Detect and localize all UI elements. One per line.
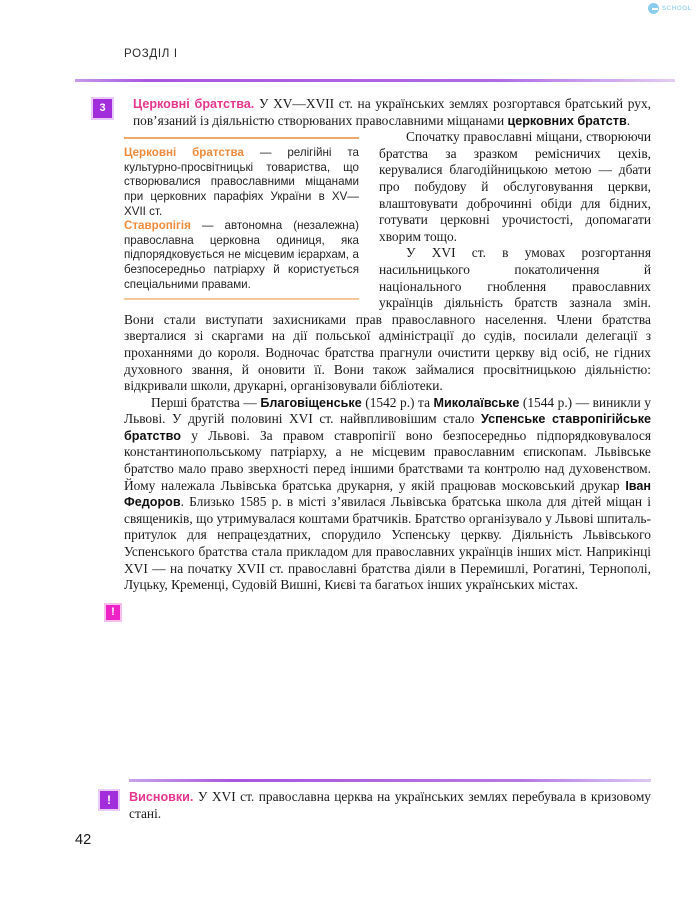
- body-paragraph-1: Спочатку православні міщани, створюючи братства за зразком ремісничих цехів, керувалися благодійницькою метою — дбати про побудову й обслуговування церкви, влаштовувати доброчинні обіди для бідних, готувати церковні урочистості, допомагати хворим тощо.: [379, 129, 651, 244]
- conclusions-divider: [129, 779, 651, 782]
- watermark-circle-icon: [648, 3, 659, 14]
- definition-term: Церковні братства: [124, 146, 244, 160]
- conclusions-exclamation-icon: !: [100, 791, 118, 809]
- brotherhood-name-blahovishchenske: Благовіщенське: [260, 395, 362, 410]
- running-head: РОЗДІЛ І: [124, 48, 178, 60]
- definition-item: [124, 219, 359, 292]
- main-content-column: [99, 96, 652, 594]
- section-number-badge: 3: [93, 99, 112, 118]
- brotherhood-name-uspenske: Успенське ставропігійське братство: [124, 412, 652, 443]
- body-paragraph-3: [124, 395, 651, 594]
- body-paragraph-2: У XVI ст. в умовах розгортання насильницького покатоличення й національного гноблення православних українців діяльність братств зазнала змін. Вони стали виступати захисниками прав православного населення. Члени братства зверталися зі скаргами на дії польської адміністрації до судів, посилали делегації з проханнями до короля. Водночас братства прагнули очистити церкву від осіб, не гідних духовного звання, й оновити її. Вони також займалися просвітницькою діяльністю: відкривали школи, друкарні, організовували бібліотеки.: [124, 245, 651, 394]
- section-heading: Церковні братства.: [133, 97, 255, 111]
- p3-text-d: у Львові. За правом ставропігії воно безпосередньо підпорядковувалося константинопольському патріарху, а не місцевим православним єпископам. Львівське братство мало право зверхності перед іншими братствами та контролю над духовенством. Йому належала Львівська братська друкарня, у якій працював московський друкар: [124, 427, 651, 493]
- page-number: 42: [75, 832, 92, 848]
- section-intro-bold-term: церковних братств: [507, 113, 627, 128]
- section-intro-paragraph: [124, 96, 651, 129]
- definition-sidebar: [124, 137, 359, 300]
- definition-text: — автономна (незалежна) православна церковна одиниця, яка підпорядковується не місцевим ієрархам, а безпосередньо патріарху й користується спеціальними правами.: [124, 219, 359, 291]
- p3-text-c: (1544 р.) — виникли у Львові. У другій половині XVI ст. найвпливовішим стало: [124, 394, 652, 427]
- definition-item: [124, 146, 359, 219]
- p3-text-e: . Близько 1585 р. в місті з’явилася Львівська братська школа для дітей міщан і священиків, що утримувалася коштами братчиків. Братство організувало у Львові шпиталь-притулок для непрацездатних, спорудило Успенську церкву. Діяльність Львівського Успенського братства стала прикладом для православних українців інших міст. Наприкінці XVI — на початку XVII ст. православні братства діяли в Перемишлі, Рогатині, Тернополі, Луцьку, Кременці, Судовій Вишні, Києві та багатьох інших українських містах.: [124, 494, 651, 593]
- brotherhood-name-mykolaivske: Миколаївське: [433, 395, 520, 410]
- section-intro-period: .: [626, 112, 631, 128]
- section-intro-text: У XV—XVII ст. на українських землях розгортався братський рух, пов’язаний із діяльністю створюваних православними міщанами: [133, 96, 651, 128]
- watermark-label: SCHOOL: [661, 5, 692, 12]
- conclusions-block: [107, 789, 651, 822]
- margin-attention-marker-icon: !: [106, 605, 120, 620]
- p3-text-b: (1542 р.) та: [361, 394, 434, 410]
- definition-text: — релігійні та культурно-просвітницькі товариства, що створювалися православними міщанами при церковних парафіях України в XV—XVII ст.: [124, 146, 359, 218]
- header-divider: [75, 79, 675, 82]
- site-watermark-logo: [648, 3, 692, 14]
- definition-term: Ставропігія: [124, 219, 191, 233]
- conclusions-paragraph: [124, 789, 651, 822]
- p3-lead-text: Перші братства —: [151, 394, 261, 410]
- person-name-ivan-fedorov: Іван Федоров: [124, 478, 651, 510]
- conclusions-label: Висновки.: [129, 790, 194, 804]
- conclusions-text: У XVI ст. православна церква на українських землях перебувала в кризовому стані.: [129, 789, 651, 821]
